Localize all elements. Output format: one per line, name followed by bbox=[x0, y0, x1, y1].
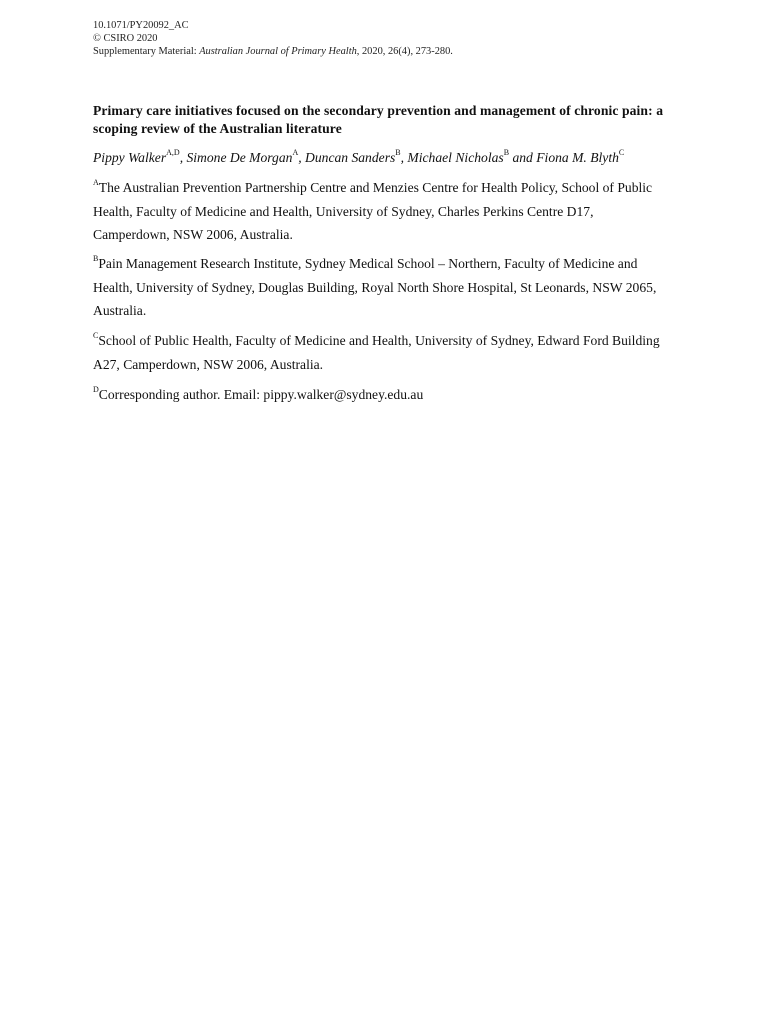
corresponding-author bbox=[93, 383, 673, 407]
corresponding-author-text: Corresponding author. Email: pippy.walker@sydney.edu.au bbox=[98, 387, 424, 402]
affiliation-a bbox=[93, 176, 673, 247]
author-affiliation-marker: A bbox=[292, 148, 299, 158]
author-affiliation-marker: B bbox=[503, 148, 510, 158]
affiliation-marker: A bbox=[93, 178, 99, 188]
author-separator: , bbox=[298, 150, 306, 165]
author-separator: , bbox=[179, 150, 187, 165]
author-affiliation-marker: C bbox=[618, 148, 625, 158]
affiliation-text: Pain Management Research Institute, Sydney Medical School – Northern, Faculty of Medicine and Health, University of Sydney, Douglas Building, Royal North Shore Hospital, St Leonards, NSW 2065, Australia. bbox=[93, 256, 657, 318]
page-header bbox=[93, 19, 733, 58]
author-name: Michael Nicholas bbox=[407, 150, 504, 165]
affiliation-text: The Australian Prevention Partnership Centre and Menzies Centre for Health Policy, School of Public Health, Faculty of Medicine and Health, University of Sydney, Charles Perkins Centre D17, Camperdown, NSW 2006, Australia. bbox=[93, 180, 653, 242]
citation-line bbox=[93, 45, 733, 58]
author-name: Pippy Walker bbox=[93, 150, 167, 165]
supp-prefix: Supplementary Material: bbox=[93, 46, 200, 57]
affiliation-c bbox=[93, 329, 673, 376]
author-affiliation-marker: A,D bbox=[166, 148, 180, 158]
doi-line: 10.1071/PY20092_AC bbox=[93, 20, 189, 31]
citation-details: , 2020, 26(4), 273-280. bbox=[356, 46, 453, 57]
affiliation-b bbox=[93, 252, 673, 323]
copyright-line: © CSIRO 2020 bbox=[93, 33, 158, 44]
affiliation-marker: B bbox=[93, 254, 99, 264]
author-name: Duncan Sanders bbox=[305, 150, 396, 165]
affiliation-text: School of Public Health, Faculty of Medicine and Health, University of Sydney, Edward Ford Building A27, Camperdown, NSW 2006, Australia. bbox=[93, 333, 660, 372]
affiliation-marker: D bbox=[93, 385, 99, 395]
author-affiliation-marker: B bbox=[395, 148, 401, 158]
author-name: Fiona M. Blyth bbox=[536, 150, 619, 165]
author-separator: , bbox=[400, 150, 408, 165]
author-list bbox=[93, 149, 713, 167]
journal-name: Australian Journal of Primary Health bbox=[199, 46, 357, 57]
affiliation-marker: C bbox=[93, 331, 99, 341]
paper-title: Primary care initiatives focused on the secondary prevention and management of chronic pain: a scoping review of the Australian literature bbox=[93, 103, 664, 136]
author-separator: and bbox=[509, 150, 537, 165]
author-name: Simone De Morgan bbox=[186, 150, 293, 165]
